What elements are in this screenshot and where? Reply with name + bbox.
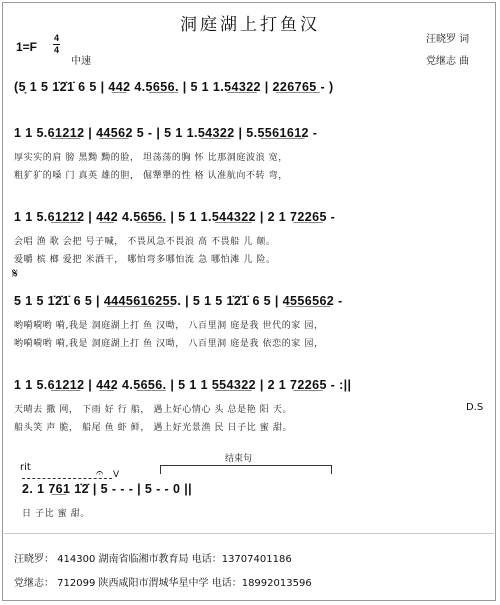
meter-top: 4 bbox=[53, 33, 59, 43]
breath-mark: V bbox=[113, 470, 120, 480]
time-signature bbox=[53, 34, 60, 55]
composer-credit: 党继志 曲 bbox=[426, 56, 470, 67]
notation-line-1: (5̣ 1 5 1̇2̇1̇ 6 5 | 4̲4̲2 4.5̲6̲5̲6̲. | 5 1 1.5̲4̲3̲2̲2 | 2̲2̲6̲7̲6̲5̲ - ) bbox=[14, 80, 334, 94]
contact-lyricist: 汪晓罗： 414300 湖南省临湘市教育局 电话：13707401186 bbox=[14, 554, 292, 565]
contact-composer: 党继志： 712099 陕西咸阳市渭城华星中学 电话：18992013596 bbox=[14, 578, 312, 589]
lyrics-line-3-verse-2: 爱嚼 槟 榔 爱把 米酒干， 哪怕弯多哪怕流 急 哪怕滩 儿 险。 bbox=[14, 255, 276, 265]
notation-line-2: 1 1 5.6̲1̲2̲1̲2 | 4̲4̲5̲6̲2 5 - | 5 1 1.5̲4̲3̲2̲2 | 5.5̲5̲6̲1̲6̲1̲2 - bbox=[14, 126, 318, 140]
coda-label: 结束句 bbox=[225, 454, 253, 464]
notation-line-4: 5 1 5 1̇2̇1̇ 6 5 | 4̲4̲4̲5̲6̲1̲6̲2̲5̲5. | 5 1 5 1̇2̇1̇ 6 5 | 4̲5̲5̲6̲5̲6̲2 - bbox=[14, 294, 343, 308]
lyrics-line-4-verse-1: 哟嗬嗬哟 嗬,我是 洞庭湖上打 鱼 汉呦， 八百里洞 庭是我 世代的家 园， bbox=[14, 321, 324, 331]
contact-separator bbox=[4, 533, 494, 534]
key-signature: 1=F bbox=[16, 40, 38, 54]
lyrics-line-6: 日 子比 蜜 甜。 bbox=[22, 509, 90, 519]
ritardando-mark: rit bbox=[20, 462, 31, 473]
meter-bottom: 4 bbox=[53, 45, 59, 55]
song-title: 洞庭湖上打鱼汉 bbox=[180, 15, 320, 35]
lyrics-line-3-verse-1: 会唱 渔 歌 会把 号子喊， 不畏风急不畏浪 高 不畏船 儿 颠。 bbox=[14, 237, 276, 247]
lyrics-line-5-verse-2: 船头笑 声 脆， 船尾 鱼 虾 鲜， 遇上好光景渔 民 日子比 蜜 甜。 bbox=[14, 423, 293, 433]
lyrics-line-2-verse-1: 厚实实的肩 膀 黑黝 黝的脸， 坦荡荡的胸 怀 比那洞庭波浪 宽， bbox=[14, 153, 288, 163]
fermata-icon: 𝄐 bbox=[96, 466, 104, 481]
notation-line-6: 2. 1 7̲6̲1 1̇2̇ | 5 - - - | 5 - - 0 || bbox=[22, 482, 193, 496]
lyrics-line-4-verse-2: 哟嗬嗬哟 嗬,我是 洞庭湖上打 鱼 汉呦， 八百里洞 庭是我 依恋的家 园， bbox=[14, 339, 324, 349]
lyricist-credit: 汪晓罗 词 bbox=[426, 34, 470, 45]
tempo-marking: 中速 bbox=[71, 56, 91, 67]
lyrics-line-5-verse-1: 天晴去 撒 网， 下雨 好 行 船， 遇上好心情心 头 总是艳 阳 天。 bbox=[14, 405, 293, 415]
notation-line-5: 1 1 5.6̲1̲2̲1̲2 | 4̲4̲2 4.5̲6̲5̲6̲. | 5 1 1 5̲5̲4̲3̲2̲2 | 2 1 7̲2̲2̲6̲5 - :|| bbox=[14, 378, 352, 392]
dal-segno-mark: D.S bbox=[466, 402, 484, 413]
lyrics-line-2-verse-2: 粗犷犷的嗓 门 真英 雄的胆， 倔犟犟的性 格 认准航向不转 弯， bbox=[14, 171, 288, 181]
segno-sign: 𝄋 bbox=[12, 266, 19, 282]
coda-bracket bbox=[160, 465, 332, 474]
notation-line-3: 1 1 5.6̲1̲2̲1̲2 | 4̲4̲2 4.5̲6̲5̲6̲. | 5 1 1.5̲4̲4̲3̲2̲2 | 2 1 7̲2̲2̲6̲5 - bbox=[14, 210, 336, 224]
